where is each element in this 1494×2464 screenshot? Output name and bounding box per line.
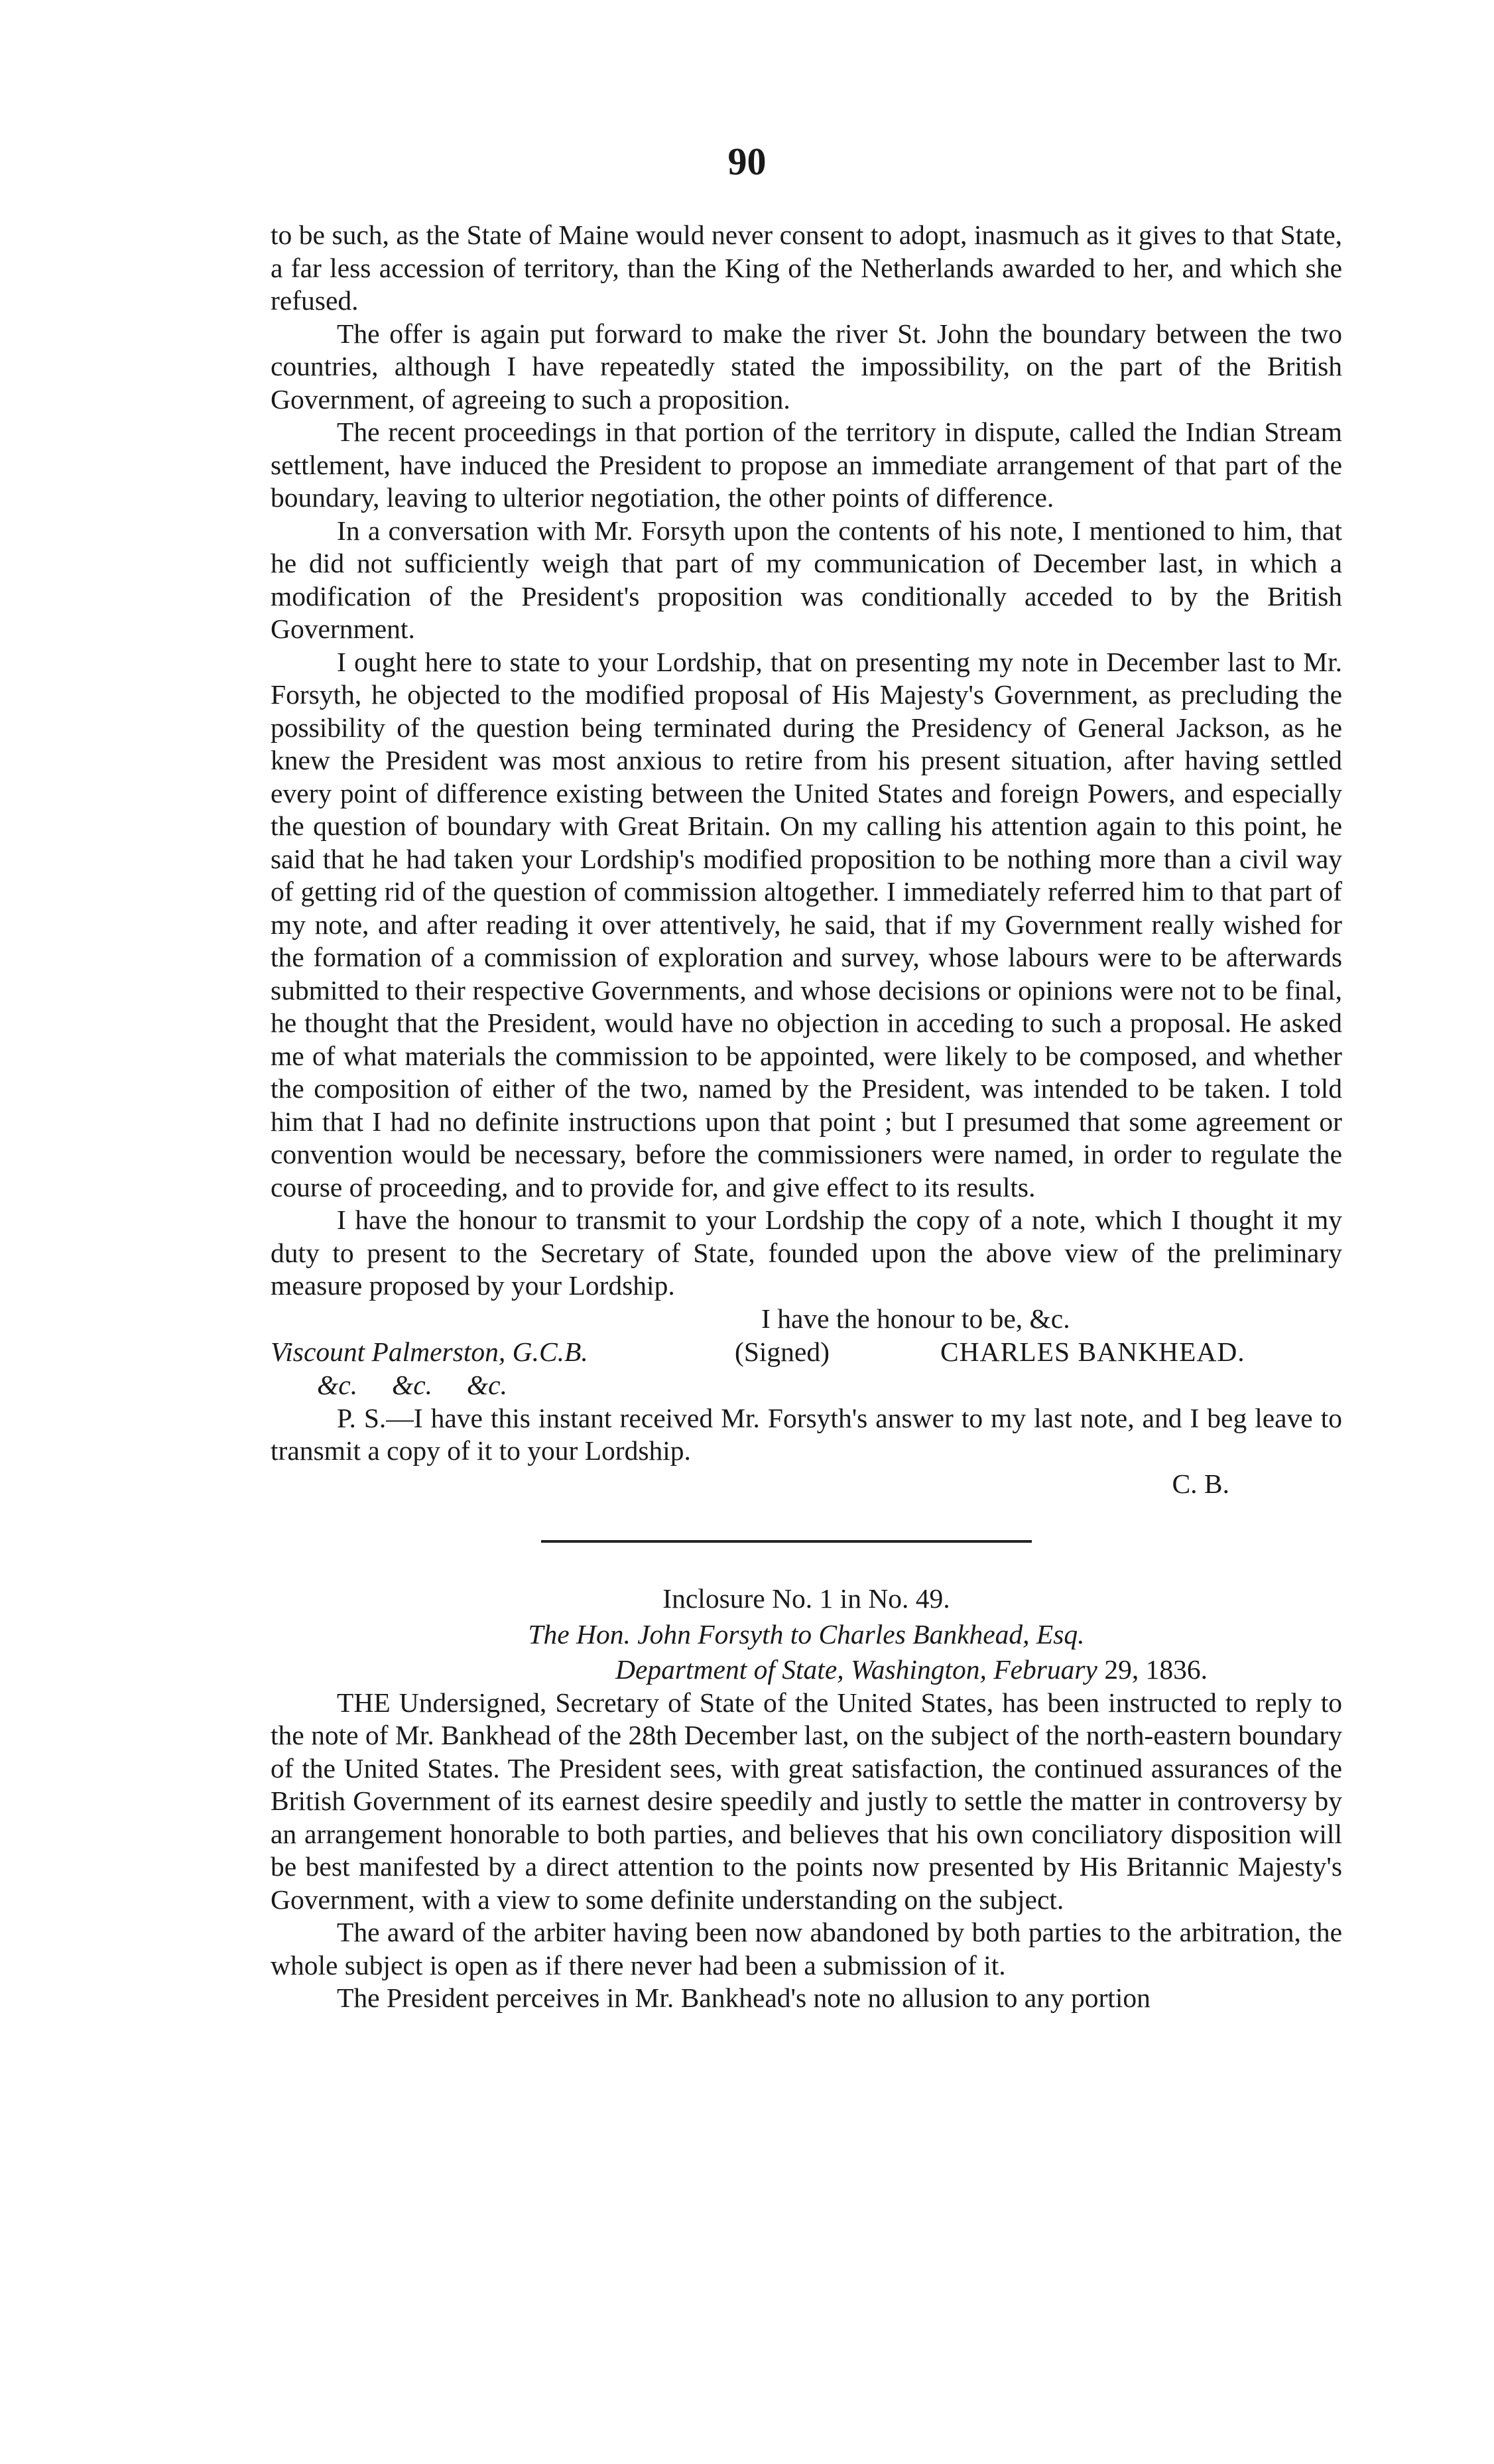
paragraph: In a conversation with Mr. Forsyth upon the contents of his note, I mentioned to him, that he did not sufficiently weigh that part of my communication of December last, in which a modification of the President's proposition was conditionally acceded to by the British Government. xyxy=(271,515,1342,644)
postscript: P. S.—I have this instant received Mr. Forsyth's answer to my last note, and I beg leave to transmit a copy of it to your Lordship. xyxy=(271,1402,1342,1466)
enclosure-paragraph: The award of the arbiter having been now abandoned by both parties to the arbitration, the whole subject is open as if there never had been a submission of it. xyxy=(271,1917,1342,1980)
dateline-place: Department of State, Washington, February xyxy=(615,1654,1097,1685)
section-divider xyxy=(541,1540,1032,1543)
signed-label: (Signed) xyxy=(735,1336,830,1367)
enclosure-subheading: The Hon. John Forsyth to Charles Bankhead, Esq. xyxy=(528,1618,1085,1650)
page-number: 90 xyxy=(727,140,767,183)
closing-honour: I have the honour to be, &c. xyxy=(761,1303,1070,1334)
paragraph: to be such, as the State of Maine would never consent to adopt, inasmuch as it gives to that State, a far less accession of territory, than the King of the Netherlands awarded to her, and which she refused. xyxy=(271,220,1342,316)
enclosure-heading: Inclosure No. 1 in No. 49. xyxy=(662,1583,950,1614)
postscript-initials: C. B. xyxy=(1172,1468,1229,1499)
dateline xyxy=(271,1653,1342,1687)
enclosure-paragraph: THE Undersigned, Secretary of State of the United States, has been instructed to reply to the note of Mr. Bankhead of the 28th December last, on the subject of the north-eastern boundary of the United States. The President sees, with great satisfaction, the continued assurances of the British Government of its earnest desire speedily and justly to settle the matter in controversy by an arrangement honorable to both parties, and believes that his own conciliatory disposition will be best manifested by a direct attention to the points now presented by His Britannic Majesty's Government, with a view to some definite understanding on the subject. xyxy=(271,1687,1342,1915)
paragraph: The offer is again put forward to make the river St. John the boundary between the two countries, although I have repeatedly stated the impossibility, on the part of the British Government, of agreeing to such a proposition. xyxy=(271,318,1342,415)
document-body xyxy=(271,219,1342,2015)
enclosure-paragraph: The President perceives in Mr. Bankhead's note no allusion to any portion xyxy=(337,1982,1151,2013)
paragraph: I ought here to state to your Lordship, that on presenting my note in December last to Mr. Forsyth, he objected to the modified proposal of His Majesty's Government, as precluding the possibility of the question being terminated during the Presidency of General Jackson, as he knew the President was most anxious to retire from his present situation, after having settled every point of difference existing between the United States and foreign Powers, and especially the question of boundary with Great Britain. On my calling his attention again to this point, he said that he had taken your Lordship's modified proposition to be nothing more than a civil way of getting rid of the question of commission altogether. I immediately referred him to that part of my note, and after reading it over attentively, he said, that if my Government really wished for the formation of a commission of exploration and survey, whose labours were to be afterwards submitted to their respective Governments, and whose decisions or opinions were not to be final, he thought that the President, would have no objection in acceding to such a proposal. He asked me of what materials the commission to be appointed, were likely to be composed, and whether the composition of either of the two, named by the President, was intended to be taken. I told him that I had no definite instructions upon that point ; but I presumed that some agreement or convention would be necessary, before the commissioners were named, in order to regulate the course of proceeding, and to provide for, and give effect to its results. xyxy=(271,646,1342,1202)
letter-closing xyxy=(271,1303,1342,1402)
addressee: Viscount Palmerston, G.C.B. xyxy=(271,1336,588,1367)
dateline-date: 29, 1836. xyxy=(1097,1654,1208,1685)
paragraph: The recent proceedings in that portion of the territory in dispute, called the Indian Stream settlement, have induced the President to propose an immediate arrangement of that part of the boundary, leaving to ulterior negotiation, the other points of difference. xyxy=(271,417,1342,513)
signature-name: CHARLES BANKHEAD. xyxy=(940,1336,1245,1367)
addressee-etc: &c. &c. &c. xyxy=(317,1369,507,1400)
paragraph: I have the honour to transmit to your Lordship the copy of a note, which I thought it my duty to present to the Secretary of State, founded upon the above view of the preliminary measure proposed by your Lordship. xyxy=(271,1204,1342,1301)
